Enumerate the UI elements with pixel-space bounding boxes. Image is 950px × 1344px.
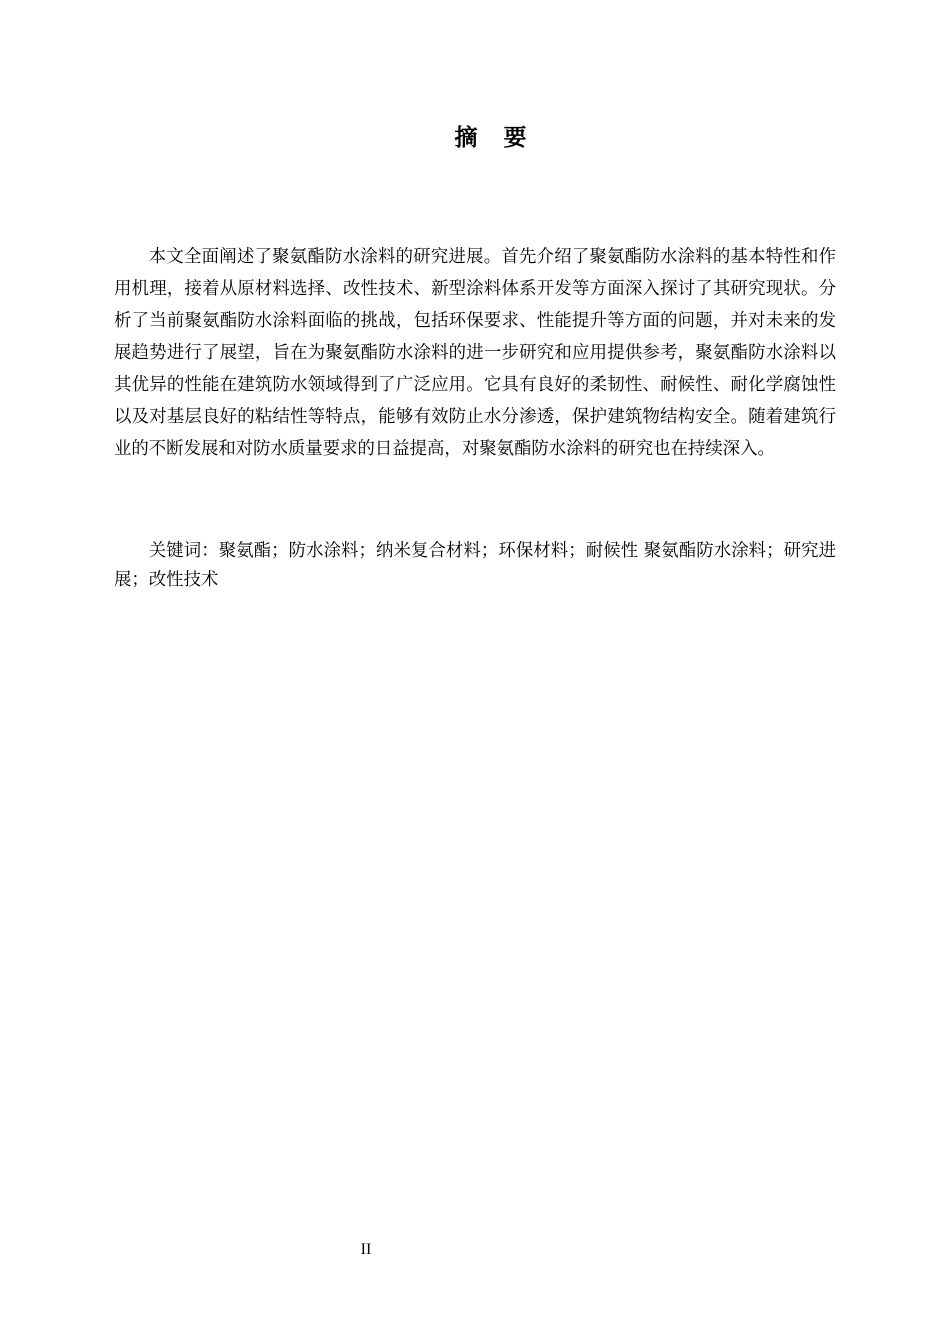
abstract-body: 本文全面阐述了聚氨酯防水涂料的研究进展。首先介绍了聚氨酯防水涂料的基本特性和作用机理，接着从原材料选择、改性技术、新型涂料体系开发等方面深入探讨了其研究现状。分析了当前聚氨酯防水涂料面临的挑战，包括环保要求、性能提升等方面的问题，并对未来的发展趋势进行了展望，旨在为聚氨酯防水涂料的进一步研究和应用提供参考，聚氨酯防水涂料以其优异的性能在建筑防水领域得到了广泛应用。它具有良好的柔韧性、耐候性、耐化学腐蚀性以及对基层良好的粘结性等特点，能够有效防止水分渗透，保护建筑物结构安全。随着建筑行业的不断发展和对防水质量要求的日益提高，对聚氨酯防水涂料的研究也在持续深入。	[114, 247, 836, 459]
page-number: II	[360, 1241, 372, 1258]
keywords-paragraph: 关键词：聚氨酯；防水涂料；纳米复合材料；环保材料；耐候性 聚氨酯防水涂料；研究进展；改性技术	[114, 541, 836, 590]
abstract-title: 摘 要	[454, 125, 536, 151]
